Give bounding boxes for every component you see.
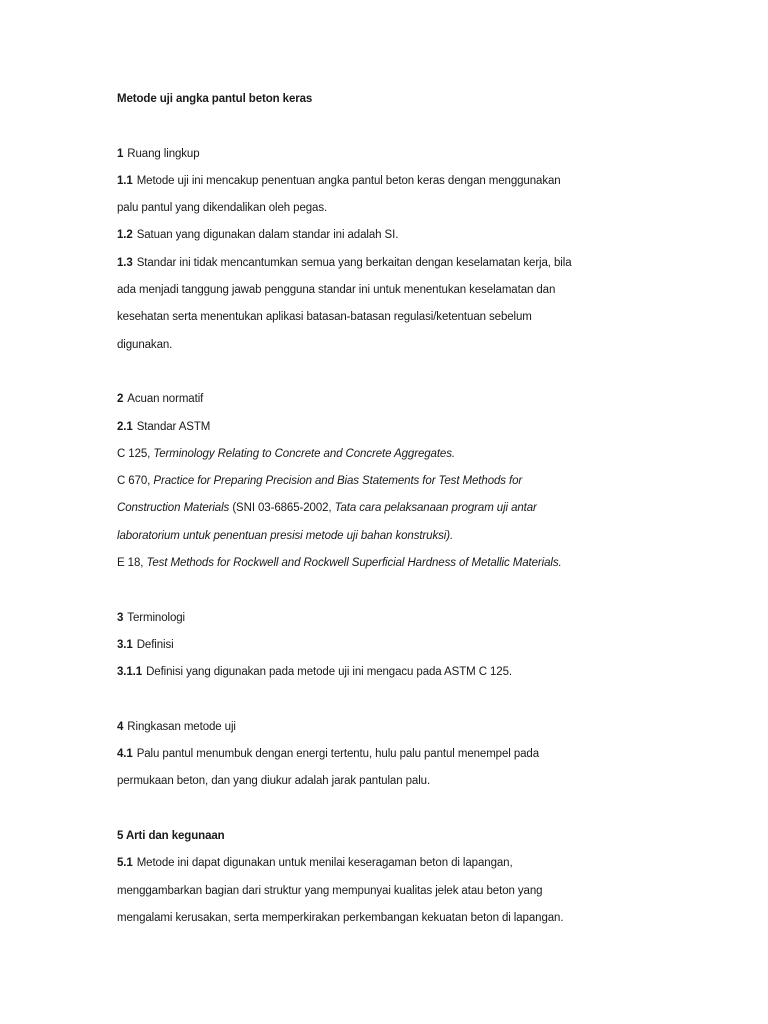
reference-c670-cont — [117, 495, 617, 522]
paragraph-5-1-cont: menggambarkan bagian dari struktur yang mempunyai kualitas jelek atau beton yang — [117, 884, 543, 897]
reference-sni: (SNI 03-6865-2002, — [229, 502, 335, 515]
paragraph-3-1 — [117, 632, 617, 659]
clause-number: 2.1 — [117, 420, 133, 433]
paragraph-text: Definisi yang digunakan pada metode uji ini mengacu pada ASTM C 125. — [146, 666, 512, 679]
paragraph-1-3 — [117, 250, 617, 277]
section-4-heading — [117, 714, 617, 741]
paragraph-3-1-1 — [117, 659, 617, 686]
section-number: 4 — [117, 720, 124, 733]
spacer — [117, 796, 617, 823]
clause-number: 4.1 — [117, 748, 133, 761]
paragraph-2-1 — [117, 414, 617, 441]
section-5-heading: 5 Arti dan kegunaan — [117, 830, 225, 843]
paragraph-text: Standar ASTM — [136, 420, 211, 433]
reference-code: C 125, — [117, 447, 154, 460]
paragraph-text: Palu pantul menumbuk dengan energi tertentu, hulu palu pantul menempel pada — [136, 748, 540, 761]
paragraph-1-1 — [117, 168, 617, 195]
paragraph-1-3-cont: ada menjadi tanggung jawab pengguna standar ini untuk menentukan keselamatan dan — [117, 284, 556, 297]
paragraph-1-1-cont: palu pantul yang dikendalikan oleh pegas. — [117, 202, 328, 215]
reference-title: Construction Materials — [117, 502, 230, 515]
section-number: 3 — [117, 611, 124, 624]
spacer — [117, 577, 617, 604]
paragraph-4-1-cont: permukaan beton, dan yang diukur adalah jarak pantulan palu. — [117, 775, 431, 788]
clause-number: 1.3 — [117, 256, 133, 269]
section-heading-text: Ringkasan metode uji — [127, 720, 236, 733]
reference-c670-cont: laboratorium untuk penentuan presisi metode uji bahan konstruksi). — [117, 529, 454, 542]
clause-number: 1.1 — [117, 174, 133, 187]
section-3-heading — [117, 605, 617, 632]
reference-title: Practice for Preparing Precision and Bias Statements for Test Methods for — [153, 475, 523, 488]
spacer — [117, 359, 617, 386]
section-heading-text: Acuan normatif — [127, 393, 204, 406]
paragraph-text: Definisi — [136, 638, 174, 651]
reference-code: E 18, — [117, 557, 147, 570]
document-page — [117, 86, 617, 932]
paragraph-text: Satuan yang digunakan dalam standar ini adalah SI. — [136, 229, 399, 242]
paragraph-5-1-cont: mengalami kerusakan, serta memperkirakan perkembangan kekuatan beton di lapangan. — [117, 911, 564, 924]
reference-code: C 670, — [117, 475, 154, 488]
section-2-heading — [117, 386, 617, 413]
paragraph-1-3-cont: digunakan. — [117, 338, 173, 351]
section-heading-text: Terminologi — [127, 611, 185, 624]
reference-e18 — [117, 550, 617, 577]
document-title: Metode uji angka pantul beton keras — [117, 93, 313, 105]
section-heading-text: Ruang lingkup — [127, 147, 200, 160]
reference-sni-title: Tata cara pelaksanaan program uji antar — [334, 502, 537, 515]
paragraph-1-2 — [117, 222, 617, 249]
reference-title: Terminology Relating to Concrete and Concrete Aggregates. — [153, 447, 455, 460]
paragraph-4-1 — [117, 741, 617, 768]
paragraph-5-1 — [117, 850, 617, 877]
clause-number: 1.2 — [117, 229, 133, 242]
reference-title: Test Methods for Rockwell and Rockwell Superficial Hardness of Metallic Materials. — [146, 557, 562, 570]
section-number: 2 — [117, 393, 124, 406]
spacer — [117, 687, 617, 714]
section-number: 1 — [117, 147, 124, 160]
clause-number: 5.1 — [117, 857, 133, 870]
reference-c125 — [117, 441, 617, 468]
reference-c670 — [117, 468, 617, 495]
paragraph-text: Standar ini tidak mencantumkan semua yang berkaitan dengan keselamatan kerja, bila — [136, 256, 572, 269]
section-1-heading — [117, 141, 617, 168]
spacer — [117, 113, 617, 140]
clause-number: 3.1 — [117, 638, 133, 651]
paragraph-text: Metode uji ini mencakup penentuan angka pantul beton keras dengan menggunakan — [136, 174, 561, 187]
paragraph-text: Metode ini dapat digunakan untuk menilai keseragaman beton di lapangan, — [136, 857, 513, 870]
paragraph-1-3-cont: kesehatan serta menentukan aplikasi batasan-batasan regulasi/ketentuan sebelum — [117, 311, 532, 324]
clause-number: 3.1.1 — [117, 666, 143, 679]
